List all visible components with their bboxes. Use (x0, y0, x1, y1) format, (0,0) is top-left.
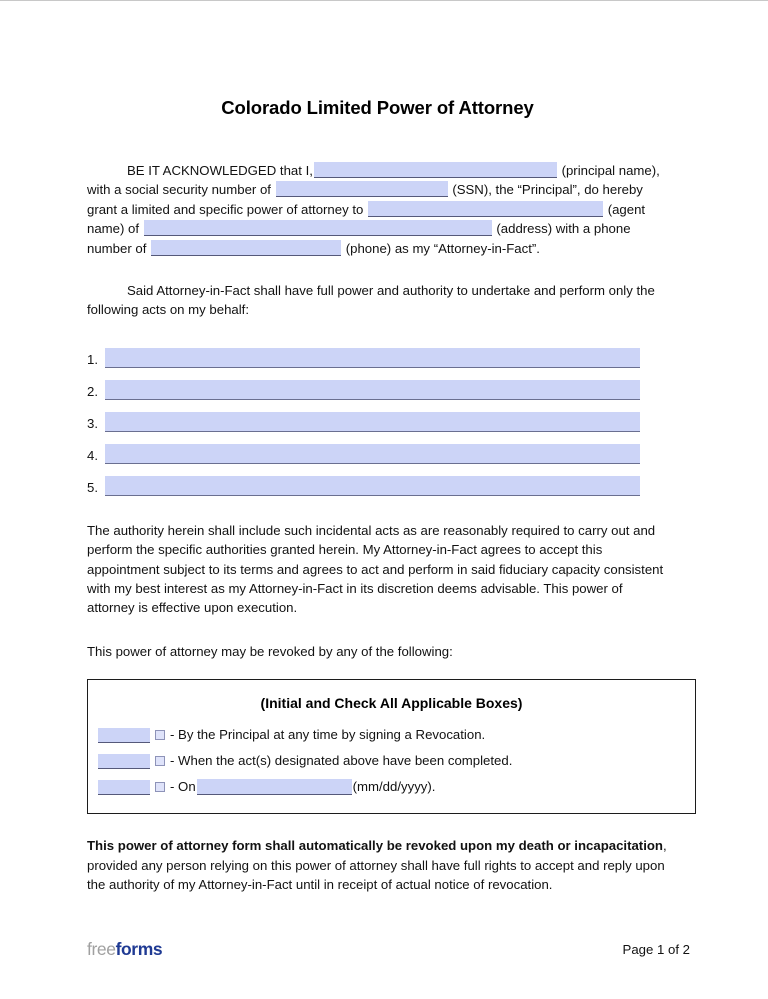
final-paragraph-bold-lead: This power of attorney form shall automatically be revoked upon my death or incapacitation (87, 838, 663, 854)
acknowledgment-lead-text: BE IT ACKNOWLEDGED that I, (127, 163, 313, 178)
agent-address-field[interactable] (144, 220, 492, 236)
checkbox-icon[interactable] (155, 782, 165, 792)
final-paragraph-rest: , provided any person relying on this power of attorney shall have full rights to accept and reply upon the authority of my Attorney-in-Fact until in receipt of actual notice of revocation. (87, 838, 667, 893)
list-item (87, 336, 668, 368)
ssn-field[interactable] (276, 181, 448, 197)
act-input-2[interactable] (105, 380, 640, 400)
page-title: Colorado Limited Power of Attorney (221, 97, 534, 118)
act-input-4[interactable] (105, 444, 640, 464)
initial-field-2[interactable] (98, 754, 150, 769)
said-attorney-paragraph: Said Attorney-in-Fact shall have full power and authority to undertake and perform only the following acts on my behalf: (87, 283, 655, 318)
page-footer (87, 939, 690, 960)
acknowledgment-after-ssn-text: (SSN), the “Principal”, do hereby grant a limited and specific power of attorney to (87, 182, 643, 217)
initial-and-check-panel (87, 679, 696, 814)
document-body (87, 1, 668, 895)
logo-text-forms: forms (115, 939, 163, 959)
act-number: 2. (87, 383, 98, 399)
revocation-date-field[interactable] (197, 779, 352, 795)
initial-field-3[interactable] (98, 780, 150, 795)
act-number: 3. (87, 415, 98, 431)
acknowledgment-after-principal-text: (principal name), with a social security number of (87, 163, 660, 198)
act-number: 5. (87, 479, 98, 495)
list-item (87, 432, 668, 464)
acknowledgment-after-address-text: (address) with a phone number of (87, 221, 631, 256)
act-number: 4. (87, 447, 98, 463)
authority-paragraph: The authority herein shall include such incidental acts as are reasonably required to carry out and perform the specific authorities granted herein. My Attorney-in-Fact agrees to accept this appointment subject to its terms and agrees to act and perform in said fiduciary capacity consistent with my best interest as my Attorney-in-Fact in its discretion deems advisable. This power of attorney is effective upon execution. (87, 522, 664, 616)
revocation-option-label-2: - When the act(s) designated above have been completed. (170, 753, 513, 769)
principal-name-field[interactable] (314, 162, 557, 178)
initial-field-1[interactable] (98, 728, 150, 743)
checkbox-icon[interactable] (155, 756, 165, 766)
revocation-option-label-1: - By the Principal at any time by signing a Revocation. (170, 727, 486, 743)
final-paragraph (87, 836, 668, 894)
revocation-option-row-3 (88, 770, 695, 796)
logo-text-free: free (87, 939, 116, 959)
list-item (87, 464, 668, 496)
acknowledgment-after-agent-text: (agent name) of (87, 201, 646, 237)
agent-name-field[interactable] (368, 201, 603, 217)
revocation-option-label-3-before: - On (170, 779, 196, 795)
revocation-option-row-1 (88, 718, 695, 744)
page-number: Page 1 of 2 (622, 942, 690, 957)
acknowledgment-after-phone-text: (phone) as my “Attorney-in-Fact”. (345, 240, 540, 256)
act-input-1[interactable] (105, 348, 640, 368)
revocation-option-label-3-after: (mm/dd/yyyy). (352, 779, 436, 795)
act-input-5[interactable] (105, 476, 640, 496)
panel-heading: (Initial and Check All Applicable Boxes) (260, 695, 523, 712)
list-item (87, 368, 668, 400)
revocation-option-row-2 (88, 744, 695, 770)
revocation-intro-paragraph: This power of attorney may be revoked by any of the following: (87, 643, 453, 659)
act-input-3[interactable] (105, 412, 640, 432)
act-number: 1. (87, 351, 98, 367)
acknowledgment-paragraph (87, 161, 668, 258)
list-item (87, 400, 668, 432)
freeforms-logo[interactable] (87, 939, 162, 960)
agent-phone-field[interactable] (151, 240, 341, 256)
checkbox-icon[interactable] (155, 730, 165, 740)
acts-list (87, 336, 668, 496)
